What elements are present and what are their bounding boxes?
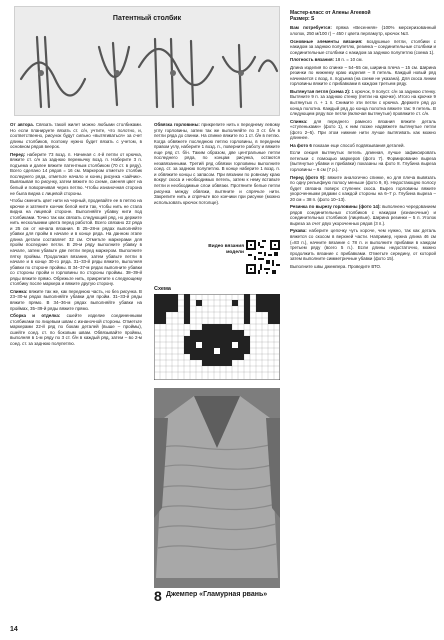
materials: пряжа «Весенняя» (100% мерсеризованный хлопок, 250 м/100 г) – 450 г цвета перламутр, крючок №3. — [290, 25, 436, 36]
measurements: Длина изделия по спинке – 54–55 см, ширина плеча – 15 см. Ширина резинки по нижнему краю изделия – 8 петель. Каждый новый ряд начинается с возд. п. подъема (на схеме не указана). Для скоса линии горловины вяжите с прибавками в каждом третьем ряду. — [290, 64, 436, 87]
elements-lead: Основные элементы вязания: — [290, 38, 363, 44]
photo6: показан еще способ подвязывания деталей. — [313, 142, 405, 148]
back-mc: для переднего рамного вязания вяжите деталь «ступеньками» (фото 1), к ним позже надвяжете вытянутые петли (фото 2–5). При этом нижние нити лучше вытягивать как можно длиннее. — [290, 118, 436, 141]
gauge-lead: Плотность вязания: — [290, 57, 335, 63]
stitch-diagram — [14, 6, 280, 116]
sleeves-lead: Рукава: — [290, 228, 307, 234]
column-left — [10, 122, 142, 622]
rib: выполнено чередованием рядов соединительных столбиков с накидом (изнаночные) и соединительных столбиков (лицевые). Ширина резинки – 5 п. Уголок выреза за счет двух укороченных рядов (3 п.). — [290, 204, 436, 226]
size-label: Размер: S — [290, 16, 315, 23]
jumper-photo — [154, 388, 280, 588]
drawn-loop-lead: Вытянутая петля (схема 2): — [290, 88, 351, 94]
page-number: 14 — [10, 626, 18, 633]
diagram-title: Патентный столбик — [112, 15, 182, 22]
front-mc: вяжите аналогично спинке, но для плеча вывязать по одну рельефную полосу меньше (фото 9, 8). Недостающую полосу будет связана поверх ступенек скоса. Вырез горловины вяжите укороченными рядами с каждой стороны на 6–7 р. Глубина выреза – 20 см = 38 п. (фото 10–13). — [290, 174, 436, 202]
rib-lead: Резинка по вырезу горловины (фото 14): — [290, 204, 381, 210]
front-lead: Перед: — [10, 151, 26, 157]
qr-code[interactable] — [246, 240, 280, 274]
column-middle — [154, 122, 280, 238]
model-title: Джемпер «Гламурная рвань» — [166, 591, 268, 598]
front-instructions-cont: Чтобы сменить цвет нити на черный, продевайте ее в петлю на крючке и затяните кончик белой нити так, чтобы нить не стала видна на лицевой стороне. Выполняйте убавку нити под столбиками. Точно так как связать следующий ряд, но держите нить несколькими цвета перед работой. Всего связано 22 ряда и 25 см от начала вязания. В 25–28-м рядах выполняйте убавки для пройм в начале и в конце ряда. На данном этапе длина детали составляет 32 см. Отметьте маркерами для пройм последние петли. В 29-м ряду выполните убавку в начале, затем убавьте две петли перед маркером. Выполните пятку проймы. Продолжая вязание, затем убавьте петли в начале и в конце 30-го ряда. 31–33-й ряды вяжите, выполняя убавки по стороне проймы. В 34–37-м рядах выполните убавки со стороны пройм и горловины по стороны проймы. 38–39-й ряды вяжите прямо. Обрежьте нить, прикрепите к следующему столбику после маркера и вяжите другую сторону. — [10, 198, 142, 287]
drawn-loop: 1 крючок, 9 полуст. с/н за заднюю стенку. Вытяните 9 п. за заднюю стенку (петли на крючке). Итого на крючке 9 вытянутых п. + 1 п. Снимите эти петли с крючка. Держите ряд до конца полотна. Каждый ряд до конца полотна вяжите так: 9 петель. В следующем ряду все петли (включая вытянутые) провяжите ст. с/н. — [290, 88, 436, 117]
neckline-instructions: прикрепите нить к переднему левому углу горловины, затем так же выполняйте по 3 ст. б/н в петли ряда до спинки. На спинке вяжите по 1 ст. б/н в петлю. Когда обвяжете последнюю петлю горловины, в переднем правом углу, наберите 1 возд. п., поверните работу и вяжите еще ряд ст. б/н. Таким образом, две центральные петли последнего ряда, по концам рисунка, остаются незавязанными. Третий ряд обвязки горловины выполните соед. ст. за заднюю полупетлю. В конце наберите 1 возд. п. и обвяжите концы с запасом. При вязании по ровному краю вокруг скоса и необходимых петель, затем к нему вставьте петли и необходимые слои обвязки. Протяните белые петли рисунка между обвязки, вытяните и спрячьте нити. Закрепите нить и спрячьте все кончики при рисунке (можно использовать крючок потолще). — [154, 122, 280, 205]
front-instructions: наберите 73 возд. п. Начиная с 4-й петли от крючка, вяжите ст. с/н за заднюю перемычку возд. п. Наберите 3 п. подъема и далее вяжите патентным столбиком (70 ст. в ряду). Всего сделано 14 рядов = 16 см. Маркером отметьте столбик последнего ряда, отметьте начало и конец рисунка «зайчик». Вывязывая по рисунку, затем вяжите по схеме, сменяя цвет на белый и поворачивая через петлю. Чтобы изнаночная сторона не была видна с лицевой стороны. — [10, 151, 142, 196]
stitch-diagram-drawing — [15, 27, 279, 113]
author-note-lead: От автора. — [10, 122, 34, 127]
back-mc-lead: Спинка: — [290, 118, 308, 124]
finishing: Выполните швы джемпера. Проведите ВТО. — [290, 263, 382, 269]
back-instructions: вяжите так же, как переднюю часть, но без рисунка. В 23–30-м рядах выполняйте убавки для пройм. 31–33-й ряды вяжите прямо. В 34–36-м рядах выполняйте убавки на проймах, 35–39-й ряды вяжите прямо. — [10, 288, 142, 311]
model-number: 8 — [154, 588, 162, 604]
video-label: Видео вязания модели — [208, 244, 244, 255]
author-note: Связать такой жилет можно любыми столбиками. Но если планируете вязать ст. с/н, учтите, что полотно, и, соответственно, рисунок будут сильно «вытягиваться» за счет длины столбиков, поэтому нужно будет вязать с учетом, в основном рядов веерок. — [10, 122, 142, 150]
jumper-photo-drawing — [154, 388, 280, 588]
column-right — [290, 10, 436, 622]
photo6-lead: На фото 6 — [290, 142, 312, 148]
back-lead: Спинка: — [10, 288, 28, 294]
assembly-lead: Сборка и отделка: — [10, 313, 61, 319]
gauge: 18 п. = 10 см. — [335, 57, 363, 63]
elements: воздушные петли, столбики с накидом за заднюю полупетлю, резинка – соединительные столбики и соединительные столбики с накидом за заднюю полупетлю (схема 1). — [290, 38, 436, 55]
master-class-title: Мастер-класс от Алены Агеевой — [290, 10, 371, 16]
scheme-label: Схема — [154, 286, 171, 292]
materials-lead: Вам потребуется: — [290, 25, 332, 31]
scheme-chart — [154, 294, 280, 380]
sleeves: наберите цепочку чуть короче, чем нужно, так как деталь вяжется со скосом в верхней части. Например, нужна длина 46 см (=83 п.), начните вязание с 78 п. и выполните прибавки в каждом третьем ряду (всего 5 п.). Если длины недостаточно, можно продолжить вязание с прибавками. Отметьте середину, от которой затем выполните симметричные убавки (фото 15). — [290, 228, 436, 262]
neckline-lead: Обвязка горловины: — [154, 122, 200, 127]
front-mc-lead: Перед (фото 9): — [290, 174, 326, 180]
assembly-instructions: сшейте изделие соединенными столбиками по лицевым швам с изнаночной стороны. Отметьте маркерами 22-й ряд по бокам деталей (выше – проймы), сшейте соед. ст. по боковым швам. Обвязывайте проймы, выполняя в 1-м ряду по 3 ст. б/н в каждый ряд, затем – во 2-м соед. ст. за заднюю полупетлю. — [10, 313, 142, 346]
markers-note: Если секция вытянутых петель длинная, лучше зафиксировать петельки с помощью маркеров (фото 7). Формирование выреза (вытянутые убавки и прибавки) показаны на фото 8. Глубина выреза горловины – 6 см (7 р.). — [290, 150, 436, 172]
